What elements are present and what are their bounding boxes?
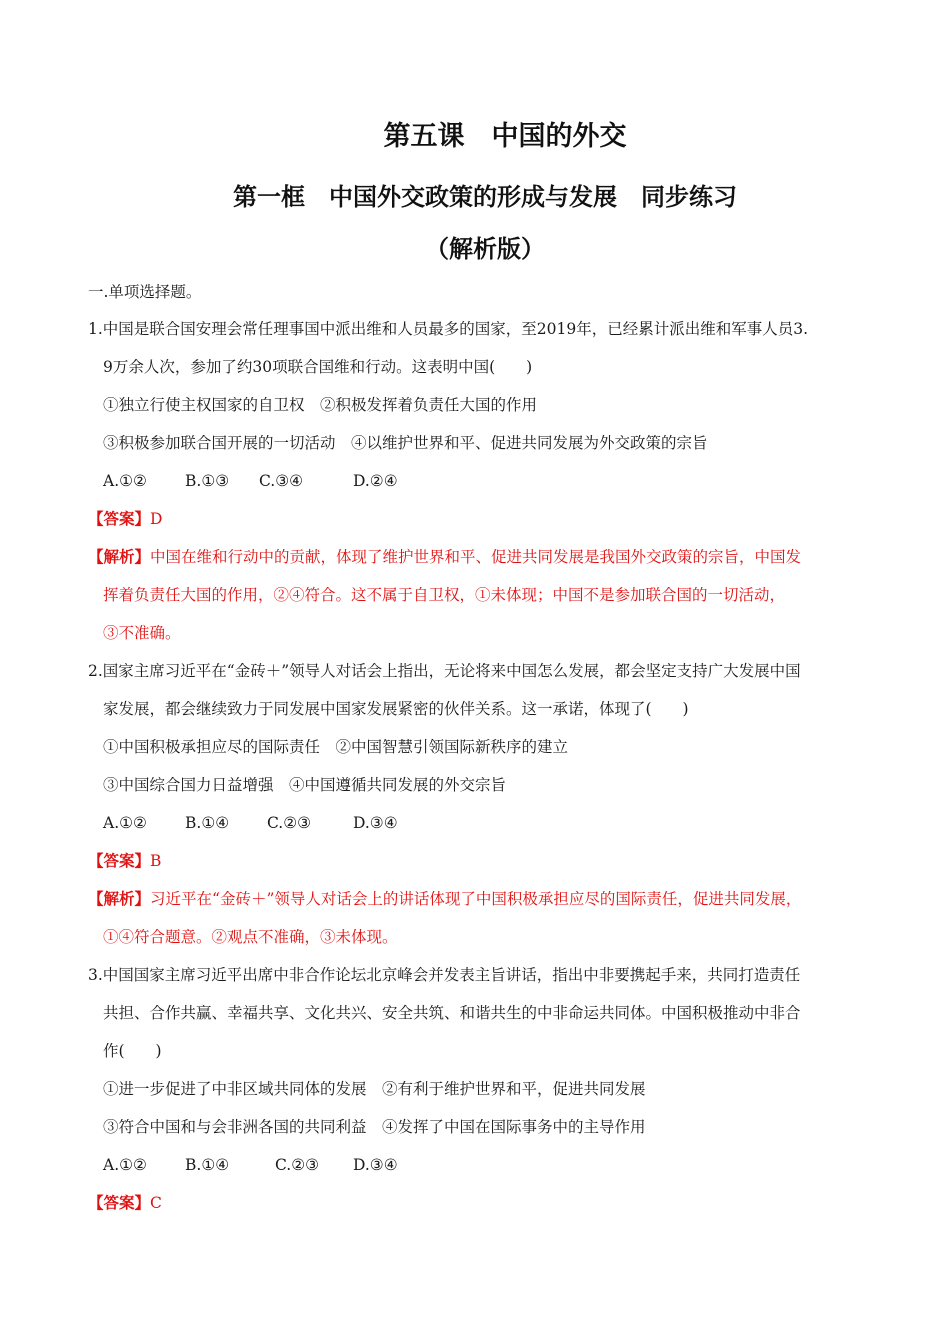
q3-stem-line2: 共担、合作共赢、幸福共享、文化共兴、安全共筑、和谐共生的中非命运共同体。中国积极推动中非合 bbox=[103, 1004, 801, 1022]
q1-analysis-line1 bbox=[88, 546, 801, 568]
q1-analysis-line3: ③不准确。 bbox=[103, 624, 181, 642]
q2-choice-d: D.③④ bbox=[353, 814, 398, 832]
q2-answer bbox=[88, 850, 161, 872]
q2-stem-line2: 家发展，都会继续致力于同发展中国家发展紧密的伙伴关系。这一承诺，体现了( ) bbox=[103, 700, 689, 718]
section-heading: 一.单项选择题。 bbox=[88, 283, 202, 301]
q3-choice-b: B.①④ bbox=[185, 1156, 230, 1174]
q1-options-12: ①独立行使主权国家的自卫权 ②积极发挥着负责任大国的作用 bbox=[103, 396, 538, 414]
q1-answer-value: D bbox=[150, 510, 163, 528]
q2-choice-a: A.①② bbox=[103, 814, 147, 832]
q3-choice-c: C.②③ bbox=[275, 1156, 320, 1174]
q3-choice-a: A.①② bbox=[103, 1156, 147, 1174]
q2-answer-value: B bbox=[150, 852, 162, 870]
q1-answer bbox=[88, 508, 162, 530]
q1-choice-c: C.③④ bbox=[259, 472, 304, 490]
q1-analysis-text1: 中国在维和行动中的贡献，体现了维护世界和平、促进共同发展是我国外交政策的宗旨，中国发 bbox=[150, 548, 802, 566]
q1-choice-d: D.②④ bbox=[353, 472, 398, 490]
q3-answer-value: C bbox=[150, 1194, 162, 1212]
q2-analysis-line2: ①④符合题意。②观点不准确，③未体现。 bbox=[103, 928, 398, 946]
q3-stem-line3: 作( ) bbox=[103, 1042, 162, 1060]
q2-analysis-line1 bbox=[88, 888, 801, 910]
q3-options-12: ①进一步促进了中非区域共同体的发展 ②有利于维护世界和平，促进共同发展 bbox=[103, 1080, 646, 1098]
q1-options-34: ③积极参加联合国开展的一切活动 ④以维护世界和平、促进共同发展为外交政策的宗旨 bbox=[103, 434, 708, 452]
q3-options-34: ③符合中国和与会非洲各国的共同利益 ④发挥了中国在国际事务中的主导作用 bbox=[103, 1118, 646, 1136]
q1-stem-line1: 1.中国是联合国安理会常任理事国中派出维和人员最多的国家，至2019年，已经累计派出维和军事人员3. bbox=[88, 320, 809, 338]
q1-analysis-tag: 【解析】 bbox=[88, 547, 151, 566]
q1-choice-a: A.①② bbox=[103, 472, 147, 490]
lesson-title: 第五课 中国的外交 bbox=[383, 121, 627, 152]
q2-choices bbox=[103, 812, 398, 834]
q2-options-12: ①中国积极承担应尽的国际责任 ②中国智慧引领国际新秩序的建立 bbox=[103, 738, 569, 756]
q2-analysis-tag: 【解析】 bbox=[88, 889, 151, 908]
q3-answer bbox=[88, 1192, 162, 1214]
q1-analysis-line2: 挥着负责任大国的作用，②④符合。这不属于自卫权，①未体现；中国不是参加联合国的一切活动， bbox=[103, 586, 786, 604]
q3-answer-tag: 【答案】 bbox=[88, 1193, 151, 1212]
q2-answer-tag: 【答案】 bbox=[88, 851, 151, 870]
q3-choices bbox=[103, 1154, 398, 1176]
q2-options-34: ③中国综合国力日益增强 ④中国遵循共同发展的外交宗旨 bbox=[103, 776, 507, 794]
q2-choice-c: C.②③ bbox=[267, 814, 312, 832]
q1-stem-line2: 9万余人次，参加了约30项联合国维和行动。这表明中国( ) bbox=[103, 358, 533, 376]
section-title: 第一框 中国外交政策的形成与发展 同步练习 bbox=[233, 182, 737, 211]
q1-choices bbox=[103, 470, 398, 492]
edition-label: （解析版） bbox=[425, 234, 545, 263]
q2-stem-line1: 2.国家主席习近平在“金砖＋”领导人对话会上指出，无论将来中国怎么发展，都会坚定支持广大发展中国 bbox=[88, 662, 801, 680]
q1-choice-b: B.①③ bbox=[185, 472, 230, 490]
q2-choice-b: B.①④ bbox=[185, 814, 230, 832]
q3-stem-line1: 3.中国国家主席习近平出席中非合作论坛北京峰会并发表主旨讲话，指出中非要携起手来，共同打造责任 bbox=[88, 966, 801, 984]
q1-answer-tag: 【答案】 bbox=[88, 509, 151, 528]
q3-choice-d: D.③④ bbox=[353, 1156, 398, 1174]
q2-analysis-text1: 习近平在“金砖＋”领导人对话会上的讲话体现了中国积极承担应尽的国际责任，促进共同发展， bbox=[150, 890, 802, 908]
